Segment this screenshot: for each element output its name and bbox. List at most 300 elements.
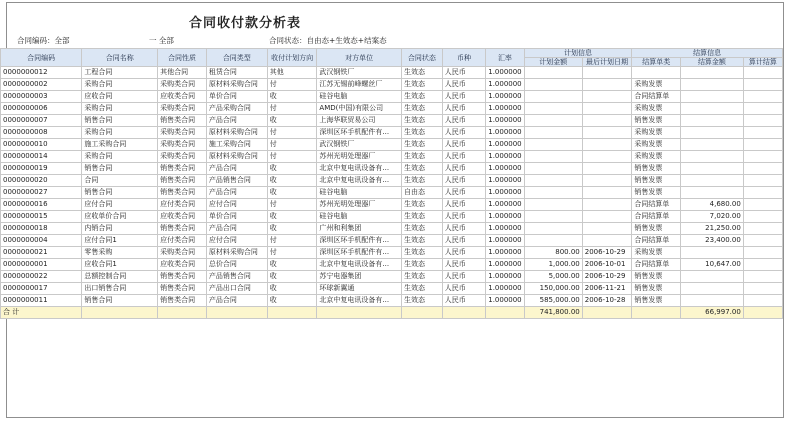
cell-settle-doc: 销售发票 xyxy=(632,175,681,187)
cell-status: 生效态 xyxy=(401,271,442,283)
cell-nature: 销售类合同 xyxy=(158,187,207,199)
table-row[interactable] xyxy=(1,271,783,283)
cell-party: 苏宁电器集团 xyxy=(317,271,402,283)
col-header-nature[interactable]: 合同性质 xyxy=(158,49,207,67)
cell-plan-date: 2006-10-29 xyxy=(582,271,632,283)
cell-status: 生效态 xyxy=(401,259,442,271)
table-row[interactable] xyxy=(1,67,783,79)
cell-currency: 人民币 xyxy=(442,271,485,283)
cell-status: 生效态 xyxy=(401,79,442,91)
table-row[interactable] xyxy=(1,151,783,163)
cell-settle-amount xyxy=(681,163,744,175)
cell-settle-doc: 合同结算单 xyxy=(632,91,681,103)
cell-party: 苏州光明处理器厂 xyxy=(317,151,402,163)
cell-settle-doc: 采购发票 xyxy=(632,103,681,115)
cell-direction: 收 xyxy=(267,211,317,223)
cell-type: 原材料采购合同 xyxy=(206,151,267,163)
cell-rate: 1.000000 xyxy=(486,115,524,127)
cell-currency: 人民币 xyxy=(442,199,485,211)
report-grid[interactable] xyxy=(3,48,783,338)
cell-name: 施工采购合同 xyxy=(82,139,158,151)
cell-nature: 销售类合同 xyxy=(158,271,207,283)
cell-currency: 人民币 xyxy=(442,283,485,295)
cell-status: 生效态 xyxy=(401,151,442,163)
cell-type: 租赁合同 xyxy=(206,67,267,79)
cell-plan-amount: 5,000.00 xyxy=(524,271,582,283)
table-row[interactable] xyxy=(1,235,783,247)
table-row[interactable] xyxy=(1,127,783,139)
cell-settle-doc: 采购发票 xyxy=(632,79,681,91)
cell-code: 0000000006 xyxy=(1,103,82,115)
cell-settle-amount xyxy=(681,103,744,115)
cell-name: 零售采购 xyxy=(82,247,158,259)
cell-rate: 1.000000 xyxy=(486,295,524,307)
cell-nature: 采购类合同 xyxy=(158,247,207,259)
cell-settle-cum xyxy=(743,235,782,247)
col-header-party[interactable]: 对方单位 xyxy=(317,49,402,67)
total-label: 合 计 xyxy=(1,307,82,319)
cell-rate: 1.000000 xyxy=(486,211,524,223)
cell-settle-cum xyxy=(743,67,782,79)
cell-direction: 收 xyxy=(267,259,317,271)
cell-status: 自由态 xyxy=(401,187,442,199)
cell-rate: 1.000000 xyxy=(486,139,524,151)
total-empty-cell xyxy=(743,307,782,319)
cell-settle-amount xyxy=(681,283,744,295)
col-header-rate[interactable]: 汇率 xyxy=(486,49,524,67)
cell-name: 出口销售合同 xyxy=(82,283,158,295)
cell-party: 上海华联贸易公司 xyxy=(317,115,402,127)
cell-settle-doc: 合同结算单 xyxy=(632,259,681,271)
col-header-settle-cum[interactable]: 算计结算 xyxy=(743,58,782,67)
cell-name: 合同 xyxy=(82,175,158,187)
cell-settle-amount: 10,647.00 xyxy=(681,259,744,271)
cell-name: 采购合同 xyxy=(82,103,158,115)
col-header-currency[interactable]: 币种 xyxy=(442,49,485,67)
cell-code: 0000000018 xyxy=(1,223,82,235)
col-header-plan-amount[interactable]: 计划金额 xyxy=(524,58,582,67)
cell-code: 0000000017 xyxy=(1,283,82,295)
cell-status: 生效态 xyxy=(401,127,442,139)
cell-settle-amount xyxy=(681,271,744,283)
report-title: 合同收付款分析表 xyxy=(188,16,301,31)
table-row[interactable] xyxy=(1,259,783,271)
cell-currency: 人民币 xyxy=(442,295,485,307)
cell-party: 广州和利集团 xyxy=(317,223,402,235)
cell-direction: 付 xyxy=(267,103,317,115)
total-empty-cell xyxy=(401,307,442,319)
cell-party: AMD(中国)有限公司 xyxy=(317,103,402,115)
filter-contract-code: 合同编码：全部 xyxy=(17,36,70,45)
cell-nature: 应收类合同 xyxy=(158,91,207,103)
cell-settle-doc: 销售发票 xyxy=(632,223,681,235)
cell-party: 硅谷电脑 xyxy=(317,187,402,199)
cell-name: 应付合同 xyxy=(82,199,158,211)
cell-direction: 收 xyxy=(267,115,317,127)
cell-plan-amount xyxy=(524,211,582,223)
cell-plan-date xyxy=(582,235,632,247)
cell-code: 0000000004 xyxy=(1,235,82,247)
cell-settle-doc: 销售发票 xyxy=(632,115,681,127)
cell-type: 产品销售合同 xyxy=(206,175,267,187)
cell-settle-doc xyxy=(632,67,681,79)
cell-nature: 销售类合同 xyxy=(158,295,207,307)
table-row[interactable] xyxy=(1,199,783,211)
cell-currency: 人民币 xyxy=(442,247,485,259)
cell-nature: 采购类合同 xyxy=(158,139,207,151)
cell-name: 工程合同 xyxy=(82,67,158,79)
cell-code: 0000000007 xyxy=(1,115,82,127)
cell-plan-date xyxy=(582,163,632,175)
cell-currency: 人民币 xyxy=(442,175,485,187)
col-group-settle: 结算信息 xyxy=(632,49,783,58)
col-header-code[interactable]: 合同编码 xyxy=(1,49,82,67)
cell-plan-date xyxy=(582,151,632,163)
cell-currency: 人民币 xyxy=(442,127,485,139)
cell-status: 生效态 xyxy=(401,235,442,247)
cell-plan-date xyxy=(582,67,632,79)
cell-rate: 1.000000 xyxy=(486,127,524,139)
cell-name: 采购合同 xyxy=(82,79,158,91)
cell-rate: 1.000000 xyxy=(486,235,524,247)
cell-settle-cum xyxy=(743,283,782,295)
cell-direction: 付 xyxy=(267,79,317,91)
cell-plan-date: 2006-10-29 xyxy=(582,247,632,259)
cell-status: 生效态 xyxy=(401,223,442,235)
cell-currency: 人民币 xyxy=(442,187,485,199)
cell-currency: 人民币 xyxy=(442,151,485,163)
cell-settle-cum xyxy=(743,187,782,199)
total-empty-cell xyxy=(82,307,158,319)
cell-settle-doc: 销售发票 xyxy=(632,271,681,283)
cell-settle-cum xyxy=(743,139,782,151)
cell-currency: 人民币 xyxy=(442,139,485,151)
cell-plan-amount xyxy=(524,67,582,79)
cell-settle-doc: 销售发票 xyxy=(632,283,681,295)
cell-plan-amount xyxy=(524,91,582,103)
table-row[interactable] xyxy=(1,103,783,115)
cell-type: 原材料采购合同 xyxy=(206,247,267,259)
cell-type: 总价合同 xyxy=(206,259,267,271)
col-header-status[interactable]: 合同状态 xyxy=(401,49,442,67)
cell-settle-cum xyxy=(743,151,782,163)
cell-settle-cum xyxy=(743,271,782,283)
cell-status: 生效态 xyxy=(401,67,442,79)
cell-code: 0000000014 xyxy=(1,151,82,163)
cell-settle-doc: 合同结算单 xyxy=(632,211,681,223)
col-header-direction[interactable]: 收付计划方向 xyxy=(267,49,317,67)
cell-settle-cum xyxy=(743,79,782,91)
table-row[interactable] xyxy=(1,295,783,307)
cell-nature: 销售类合同 xyxy=(158,115,207,127)
cell-party: 北京中复电讯设备有... xyxy=(317,175,402,187)
cell-settle-doc: 销售发票 xyxy=(632,295,681,307)
cell-name: 采购合同 xyxy=(82,151,158,163)
cell-plan-amount xyxy=(524,163,582,175)
cell-plan-date xyxy=(582,115,632,127)
cell-party: 深圳区环手机配件有... xyxy=(317,127,402,139)
cell-settle-amount: 21,250.00 xyxy=(681,223,744,235)
cell-plan-date: 2006-10-01 xyxy=(582,259,632,271)
cell-type: 产品合同 xyxy=(206,187,267,199)
cell-nature: 应收类合同 xyxy=(158,211,207,223)
cell-rate: 1.000000 xyxy=(486,67,524,79)
cell-plan-amount: 1,000.00 xyxy=(524,259,582,271)
cell-rate: 1.000000 xyxy=(486,259,524,271)
cell-settle-doc: 采购发票 xyxy=(632,127,681,139)
cell-direction: 付 xyxy=(267,127,317,139)
cell-plan-amount: 800.00 xyxy=(524,247,582,259)
cell-direction: 付 xyxy=(267,139,317,151)
cell-settle-doc: 采购发票 xyxy=(632,247,681,259)
cell-settle-doc: 合同结算单 xyxy=(632,199,681,211)
cell-type: 施工采购合同 xyxy=(206,139,267,151)
cell-currency: 人民币 xyxy=(442,223,485,235)
cell-plan-amount xyxy=(524,235,582,247)
total-empty-cell xyxy=(486,307,524,319)
total-row xyxy=(1,307,783,319)
cell-currency: 人民币 xyxy=(442,115,485,127)
cell-plan-amount xyxy=(524,175,582,187)
cell-party: 江苏无锡前峰螺丝厂 xyxy=(317,79,402,91)
cell-settle-cum xyxy=(743,223,782,235)
cell-rate: 1.000000 xyxy=(486,271,524,283)
total-empty-cell xyxy=(582,307,632,319)
cell-rate: 1.000000 xyxy=(486,247,524,259)
cell-currency: 人民币 xyxy=(442,163,485,175)
table-row[interactable] xyxy=(1,283,783,295)
cell-plan-date: 2006-11-21 xyxy=(582,283,632,295)
cell-status: 生效态 xyxy=(401,211,442,223)
cell-rate: 1.000000 xyxy=(486,163,524,175)
cell-code: 0000000016 xyxy=(1,199,82,211)
table-row[interactable] xyxy=(1,91,783,103)
cell-settle-amount xyxy=(681,175,744,187)
cell-settle-amount xyxy=(681,127,744,139)
cell-type: 产品出口合同 xyxy=(206,283,267,295)
cell-settle-doc: 采购发票 xyxy=(632,151,681,163)
cell-direction: 付 xyxy=(267,151,317,163)
cell-settle-cum xyxy=(743,247,782,259)
total-empty-cell xyxy=(317,307,402,319)
cell-settle-doc: 销售发票 xyxy=(632,187,681,199)
table-row[interactable] xyxy=(1,139,783,151)
cell-status: 生效态 xyxy=(401,199,442,211)
cell-status: 生效态 xyxy=(401,91,442,103)
cell-name: 应收单价合同 xyxy=(82,211,158,223)
cell-rate: 1.000000 xyxy=(486,103,524,115)
cell-status: 生效态 xyxy=(401,139,442,151)
table-row[interactable] xyxy=(1,79,783,91)
cell-type: 产品采购合同 xyxy=(206,103,267,115)
cell-name: 销售合同 xyxy=(82,187,158,199)
cell-plan-date xyxy=(582,187,632,199)
total-empty-cell xyxy=(158,307,207,319)
col-header-plan-date[interactable]: 最后计划日期 xyxy=(582,58,632,67)
cell-nature: 应付类合同 xyxy=(158,199,207,211)
cell-direction: 付 xyxy=(267,247,317,259)
cell-settle-cum xyxy=(743,127,782,139)
cell-plan-amount xyxy=(524,139,582,151)
cell-status: 生效态 xyxy=(401,295,442,307)
col-header-settle-amount[interactable]: 结算金额 xyxy=(681,58,744,67)
cell-plan-date: 2006-10-28 xyxy=(582,295,632,307)
cell-code: 0000000019 xyxy=(1,163,82,175)
cell-type: 应付合同 xyxy=(206,235,267,247)
col-header-settle-doc[interactable]: 结算单类 xyxy=(632,58,681,67)
cell-nature: 销售类合同 xyxy=(158,163,207,175)
cell-direction: 收 xyxy=(267,223,317,235)
cell-settle-cum xyxy=(743,259,782,271)
cell-settle-amount xyxy=(681,247,744,259)
cell-settle-cum xyxy=(743,295,782,307)
cell-code: 0000000002 xyxy=(1,79,82,91)
cell-rate: 1.000000 xyxy=(486,175,524,187)
cell-nature: 销售类合同 xyxy=(158,223,207,235)
cell-party: 环球新翼通 xyxy=(317,283,402,295)
cell-direction: 收 xyxy=(267,187,317,199)
cell-settle-amount xyxy=(681,115,744,127)
table-row[interactable] xyxy=(1,247,783,259)
cell-settle-doc: 采购发票 xyxy=(632,139,681,151)
cell-settle-amount xyxy=(681,91,744,103)
cell-name: 销售合同 xyxy=(82,163,158,175)
cell-settle-amount xyxy=(681,67,744,79)
cell-party: 北京中复电讯设备有... xyxy=(317,295,402,307)
cell-party: 武汉钢铁厂 xyxy=(317,67,402,79)
col-header-type[interactable]: 合同类型 xyxy=(206,49,267,67)
cell-nature: 应付类合同 xyxy=(158,235,207,247)
cell-plan-amount xyxy=(524,103,582,115)
cell-party: 深圳区环手机配件有... xyxy=(317,235,402,247)
cell-party: 苏州光明处理器厂 xyxy=(317,199,402,211)
cell-nature: 采购类合同 xyxy=(158,151,207,163)
cell-settle-amount: 23,400.00 xyxy=(681,235,744,247)
cell-status: 生效态 xyxy=(401,115,442,127)
cell-nature: 采购类合同 xyxy=(158,127,207,139)
cell-settle-cum xyxy=(743,163,782,175)
cell-status: 生效态 xyxy=(401,103,442,115)
cell-direction: 收 xyxy=(267,283,317,295)
cell-nature: 应收类合同 xyxy=(158,259,207,271)
cell-status: 生效态 xyxy=(401,175,442,187)
cell-plan-amount: 150,000.00 xyxy=(524,283,582,295)
total-empty-cell xyxy=(442,307,485,319)
total-empty-cell xyxy=(206,307,267,319)
cell-rate: 1.000000 xyxy=(486,79,524,91)
table-row[interactable] xyxy=(1,187,783,199)
cell-nature: 采购类合同 xyxy=(158,79,207,91)
table-row[interactable] xyxy=(1,175,783,187)
cell-plan-date xyxy=(582,199,632,211)
report-table xyxy=(0,48,783,319)
cell-plan-amount xyxy=(524,115,582,127)
cell-plan-amount: 585,000.00 xyxy=(524,295,582,307)
col-header-name[interactable]: 合同名称 xyxy=(82,49,158,67)
cell-settle-cum xyxy=(743,211,782,223)
cell-settle-amount: 7,020.00 xyxy=(681,211,744,223)
table-row[interactable] xyxy=(1,115,783,127)
filter-contract-status: 合同状态：自由态+生效态+结案态 xyxy=(269,36,387,45)
cell-direction: 付 xyxy=(267,199,317,211)
cell-plan-amount xyxy=(524,79,582,91)
cell-status: 生效态 xyxy=(401,163,442,175)
cell-direction: 收 xyxy=(267,271,317,283)
cell-currency: 人民币 xyxy=(442,79,485,91)
cell-currency: 人民币 xyxy=(442,91,485,103)
cell-type: 原材料采购合同 xyxy=(206,127,267,139)
cell-type: 单价合同 xyxy=(206,91,267,103)
cell-party: 武汉钢铁厂 xyxy=(317,139,402,151)
cell-direction: 收 xyxy=(267,295,317,307)
cell-direction: 收 xyxy=(267,91,317,103)
cell-plan-amount xyxy=(524,199,582,211)
cell-currency: 人民币 xyxy=(442,211,485,223)
cell-name: 采购合同 xyxy=(82,127,158,139)
table-row[interactable] xyxy=(1,211,783,223)
cell-plan-date xyxy=(582,127,632,139)
cell-plan-date xyxy=(582,223,632,235)
cell-name: 总额控制合同 xyxy=(82,271,158,283)
cell-direction: 其他 xyxy=(267,67,317,79)
cell-plan-date xyxy=(582,91,632,103)
cell-name: 内销合同 xyxy=(82,223,158,235)
cell-nature: 采购类合同 xyxy=(158,103,207,115)
cell-direction: 收 xyxy=(267,175,317,187)
cell-plan-date xyxy=(582,175,632,187)
cell-type: 产品合同 xyxy=(206,115,267,127)
cell-plan-date xyxy=(582,139,632,151)
cell-settle-cum xyxy=(743,175,782,187)
cell-code: 0000000003 xyxy=(1,91,82,103)
cell-party: 硅谷电脑 xyxy=(317,91,402,103)
cell-party: 深圳区环手机配件有... xyxy=(317,247,402,259)
cell-direction: 收 xyxy=(267,163,317,175)
cell-settle-amount xyxy=(681,295,744,307)
cell-plan-amount xyxy=(524,127,582,139)
cell-code: 0000000021 xyxy=(1,247,82,259)
cell-settle-cum xyxy=(743,103,782,115)
cell-rate: 1.000000 xyxy=(486,283,524,295)
total-settle-amount: 66,997.00 xyxy=(681,307,744,319)
col-group-plan: 计划信息 xyxy=(524,49,632,58)
cell-settle-amount xyxy=(681,79,744,91)
filter-contract-name: 一 全部 xyxy=(149,36,174,45)
cell-code: 0000000001 xyxy=(1,259,82,271)
cell-code: 0000000008 xyxy=(1,127,82,139)
cell-plan-amount xyxy=(524,223,582,235)
cell-plan-date xyxy=(582,103,632,115)
cell-settle-amount xyxy=(681,187,744,199)
table-row[interactable] xyxy=(1,163,783,175)
cell-type: 产品合同 xyxy=(206,163,267,175)
cell-type: 单价合同 xyxy=(206,211,267,223)
cell-settle-doc: 销售发票 xyxy=(632,163,681,175)
total-empty-cell xyxy=(632,307,681,319)
cell-code: 0000000015 xyxy=(1,211,82,223)
cell-code: 0000000011 xyxy=(1,295,82,307)
cell-party: 北京中复电讯设备有... xyxy=(317,163,402,175)
total-plan-amount: 741,800.00 xyxy=(524,307,582,319)
cell-settle-doc: 合同结算单 xyxy=(632,235,681,247)
cell-name: 销售合同 xyxy=(82,115,158,127)
table-row[interactable] xyxy=(1,223,783,235)
cell-rate: 1.000000 xyxy=(486,187,524,199)
cell-plan-amount xyxy=(524,151,582,163)
cell-type: 原材料采购合同 xyxy=(206,79,267,91)
cell-rate: 1.000000 xyxy=(486,151,524,163)
cell-nature: 其他合同 xyxy=(158,67,207,79)
